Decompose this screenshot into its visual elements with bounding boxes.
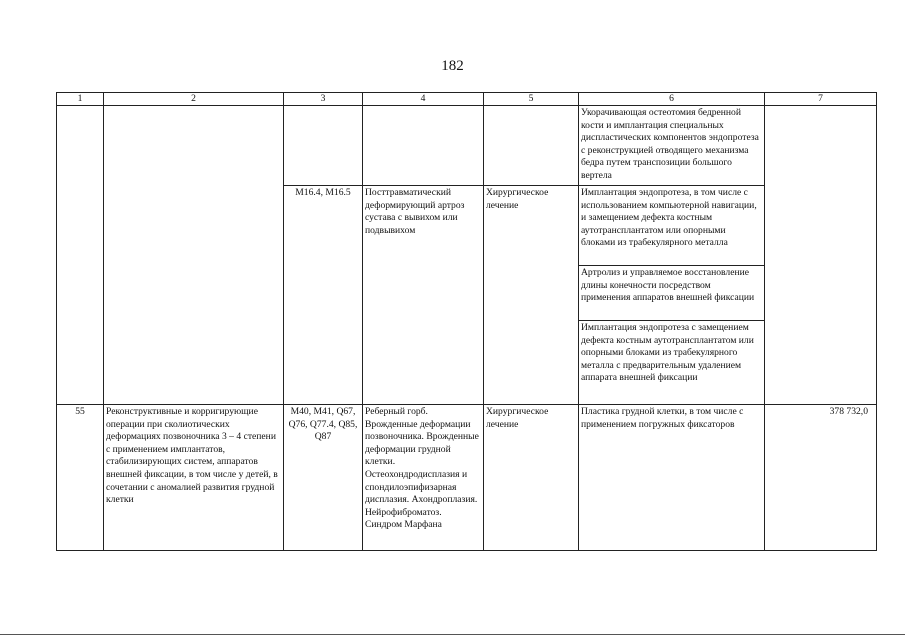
cell-col1-continued: [57, 106, 104, 405]
column-header-2: 2: [104, 93, 284, 106]
cell-procedure: Имплантация эндопротеза с замещением дефекта костным аутотрансплантатом или опорными блоками из трабекулярного металла с предварительным удалением аппарата внешней фиксации: [579, 321, 765, 405]
page-number: 182: [441, 58, 464, 74]
cell-procedure: Пластика грудной клетки, в том числе с применением погружных фиксаторов: [579, 405, 765, 551]
cell-row-number: 55: [57, 405, 104, 551]
cell-procedure: Артролиз и управляемое восстановление длины конечности посредством применения аппаратов внешней фиксации: [579, 266, 765, 321]
cell-col4: [363, 106, 484, 186]
column-header-5: 5: [484, 93, 579, 106]
cell-treatment-type: Хирургическое лечение: [484, 186, 579, 405]
column-header-7: 7: [765, 93, 877, 106]
cell-icd-codes: M16.4, M16.5: [284, 186, 363, 405]
column-header-1: 1: [57, 93, 104, 106]
table-row: [57, 106, 877, 186]
column-header-3: 3: [284, 93, 363, 106]
cell-treatment-type: Хирургическое лечение: [484, 405, 579, 551]
cell-col2-continued: [104, 106, 284, 405]
header-row: [57, 93, 877, 106]
table-row: [57, 405, 877, 551]
cell-cost: 378 732,0: [765, 405, 877, 551]
cell-diagnosis: Посттравматический деформирующий артроз сустава с вывихом или подвывихом: [363, 186, 484, 405]
cell-col3: [284, 106, 363, 186]
procedures-table: [56, 92, 877, 551]
cell-care-type: Реконструктивные и корригирующие операции при сколиотических деформациях позвоночника 3 – 4 степени с применением имплантатов, стабилизирующих систем, аппаратов внешней фиксации, в том числе у детей, в сочетании с аномалией развития грудной клетки: [104, 405, 284, 551]
cell-procedure: Укорачивающая остеотомия бедренной кости и имплантация специальных диспластических компонентов эндопротеза с реконструкцией отводящего механизма бедра путем транспозиции большого вертела: [579, 106, 765, 186]
cell-procedure: Имплантация эндопротеза, в том числе с использованием компьютерной навигации, и замещением дефекта костным аутотрансплантатом или опорными блоками из трабекулярного металла: [579, 186, 765, 266]
column-header-4: 4: [363, 93, 484, 106]
column-header-6: 6: [579, 93, 765, 106]
cell-col5: [484, 106, 579, 186]
scan-edge-line: [0, 634, 905, 635]
cell-icd-codes: M40, M41, Q67, Q76, Q77.4, Q85, Q87: [284, 405, 363, 551]
cell-col7-continued: [765, 106, 877, 405]
cell-diagnosis: Реберный горб. Врожденные деформации позвоночника. Врожденные деформации грудной клетки. Остеохондродисплазия и спондилоэпифизарная дисплазия. Ахондроплазия. Нейрофиброматоз. Синдром Марфана: [363, 405, 484, 551]
